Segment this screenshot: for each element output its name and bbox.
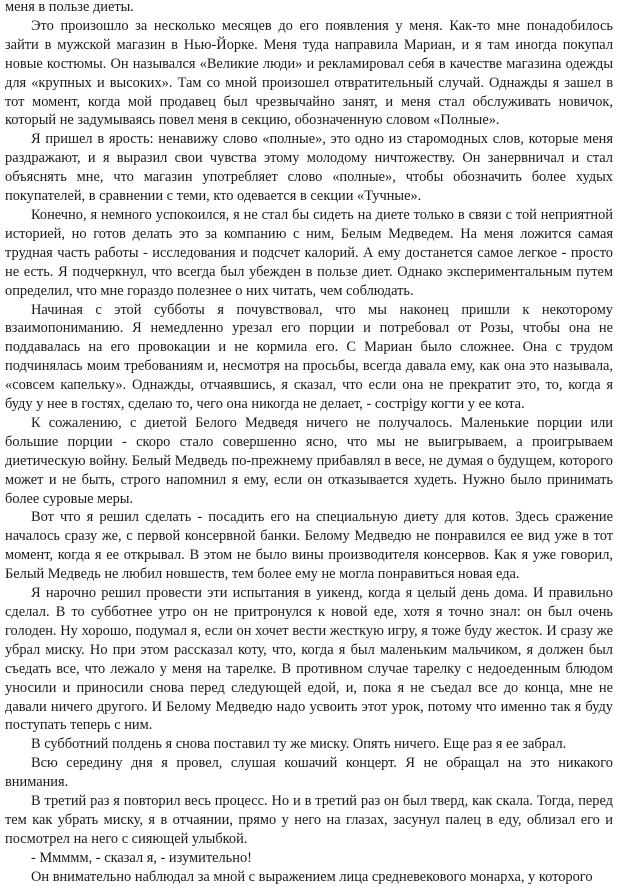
- paragraph-1: меня в пользе диеты.: [5, 0, 134, 15]
- paragraph-13: Он внимательно наблюдал за мной с выражением лица средневекового монарха, у которого: [31, 868, 593, 885]
- paragraph-10: Всю середину дня я провел, слушая кошачий концерт. Я не обращал на это никакого внимания.: [5, 755, 613, 791]
- paragraph-8: Я нарочно решил провести эти испытания в уикенд, когда я целый день дома. И правильно сделал. В то субботнее утро он не притронулся к новой еде, хотя я точно знал: он был очень голоден. Ну хорошо, подумал я, если он хочет вести жесткую игру, я тоже буду жесток. И сразу же убрал миску. Но при этом рассказал коту, что, когда я был маленьким мальчиком, я должен был съедать все, что лежало у меня на тарелке. В противном случае тарелку с недоеденным блюдом уносили и приносили снова перед следующей едой, и, пока я не съедал все до конца, мне не давали ничего другого. И Белому Медведю надо усвоить этот урок, потому что именно так я буду поступать теперь с ним.: [5, 585, 613, 734]
- paragraph-11: В третий раз я повторил весь процесс. Но и в третий раз он был тверд, как скала. Тогда, перед тем как убрать миску, я в отчаянии, прямо у него на глазах, засунул палец в еду, облизал его и посмотрел на него с сияющей улыбкой.: [5, 793, 613, 847]
- paragraph-2: Это произошло за несколько месяцев до его появления у меня. Как-то мне понадобилось зайти в мужской магазин в Нью-Йорке. Меня туда направила Мариан, и я там иногда покупал новые костюмы. Он назывался «Великие люди» и рекламировал себя в качестве магазина одежды для «крупных и высоких». Там со мной произошел отвратительный случай. Однажды я зашел в тот момент, когда мой продавец был чрезвычайно занят, и меня стал обслуживать новичок, который не задумываясь повел меня в секцию, обозначенную словом «Полные».: [5, 17, 613, 129]
- paragraph-6: К сожалению, с диетой Белого Медведя ничего не получалось. Маленькие порции или большие порции - скоро стало совершенно ясно, что мы не выигрываем, а проигрываем диетическую войну. Белый Медведь по-прежнему прибавлял в весе, не думая о будущем, которого может и не быть, строго напомнил я ему, если он отказывается худеть. Нужно было принимать более суровые меры.: [5, 414, 613, 507]
- paragraph-7: Вот что я решил сделать - посадить его на специальную диету для котов. Здесь сражение началось сразу же, с первой консервной банки. Белому Медведю не понравился ее вид уже в тот момент, когда я ее открывал. В этом не было вины производителя консервов. Как я уже говорил, Белый Медведь не любил новшеств, тем более ему не могла понравиться новая еда.: [5, 509, 613, 583]
- paragraph-12: - Ммммм, - сказал я, - изумительно!: [31, 849, 252, 866]
- paragraph-4: Конечно, я немного успокоился, я не стал бы сидеть на диете только в связи с той неприятной историей, но готов делать это за компанию с ним, Белым Медведем. На меня ложится самая трудная часть работы - исследования и подсчет калорий. А ему достанется самое легкое - просто не есть. Я подчеркнул, что всегда был убежден в пользе диет. Однако экспериментальным путем определил, что мне гораздо полезнее о них читать, чем соблюдать.: [5, 206, 613, 299]
- paragraph-5: Начиная с этой субботы я почувствовал, что мы наконец пришли к некоторому взаимопониманию. Я немедленно урезал его порции и потребовал от Розы, чтобы она не поддавалась на его провокации и не кормила его. С Мариан было сложнее. Она с трудом подчинялась моим требованиям и, несмотря на просьбы, всегда давала ему, как она это называла, «совсем капельку». Однажды, отчаявшись, я сказал, что если она не прекратит это, то, когда я буду у нее в гостях, сделаю то, чего она никогда не делает, - сострigу когти у ее кота.: [5, 301, 613, 413]
- document-body: [5, 0, 613, 887]
- paragraph-3: Я пришел в ярость: ненавижу слово «полные», это одно из старомодных слов, которые меня раздражают, и я выразил свои чувства этому молодому ничтожеству. Он занервничал и стал объяснять мне, что магазин употребляет слово «полные», чтобы обозначить более худых покупателей, в сравнении с теми, кто одевается в секции «Тучные».: [5, 131, 613, 205]
- paragraph-9: В субботний полдень я снова поставил ту же миску. Опять ничего. Еще раз я ее забрал.: [31, 736, 567, 753]
